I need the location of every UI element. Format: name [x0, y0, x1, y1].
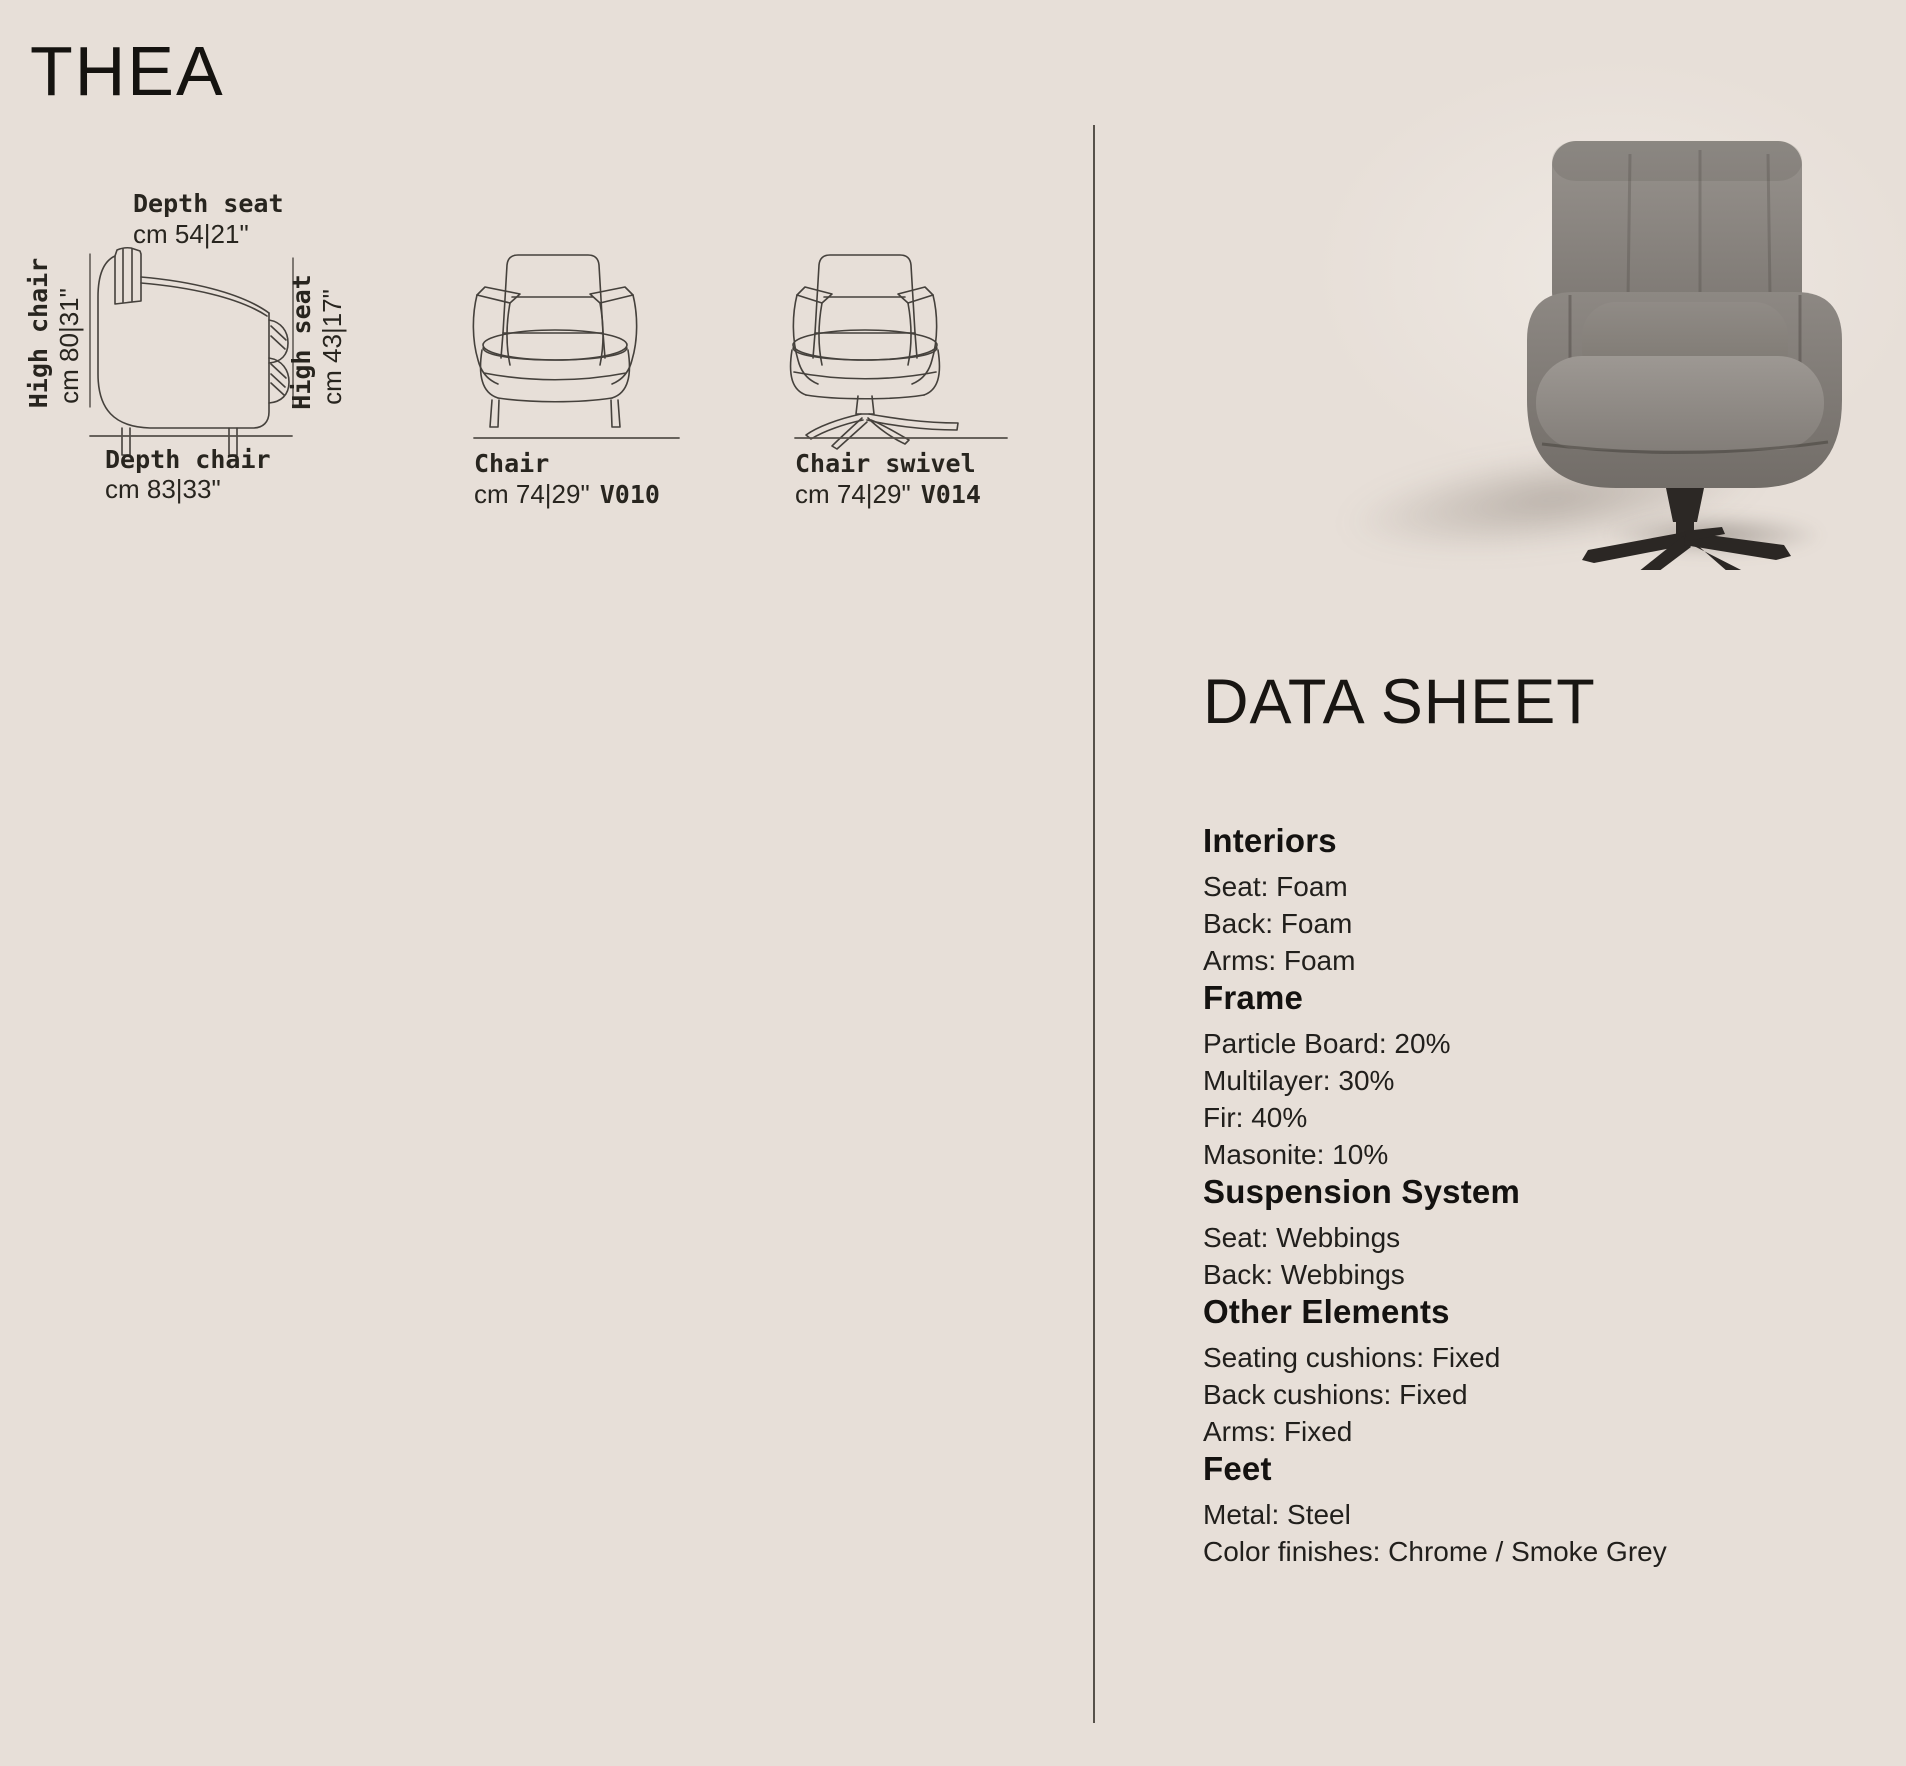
spec-section: [1203, 1450, 1803, 1570]
chair-star-base: [1582, 527, 1791, 570]
side-chair-outline: [98, 248, 289, 455]
spec-line: Seat: Webbings: [1203, 1221, 1401, 1253]
spec-line: Seating cushions: Fixed: [1203, 1341, 1501, 1373]
chair-dimension: [474, 479, 660, 509]
product-photo: [1470, 90, 1890, 570]
spec-line: Metal: Steel: [1203, 1498, 1351, 1530]
datasheet-sections: [1203, 822, 1803, 1570]
depth-seat-label: Depth seat: [133, 189, 284, 218]
spec-section-title: Interiors: [1203, 822, 1337, 859]
high-seat-value: cm 43|17": [317, 289, 347, 405]
spec-line: Arms: Fixed: [1203, 1415, 1353, 1447]
spec-section: [1203, 1293, 1803, 1450]
chair-swivel-drawing: [791, 255, 1007, 509]
spec-section-title: Suspension System: [1203, 1172, 1520, 1210]
spec-line: Back cushions: Fixed: [1203, 1378, 1468, 1410]
spec-line: Color finishes: Chrome / Smoke Grey: [1203, 1535, 1667, 1567]
spec-section: [1203, 979, 1803, 1173]
high-chair-label: High chair: [24, 257, 53, 409]
high-chair-value: cm 80|31": [54, 288, 84, 404]
depth-chair-label: Depth chair: [105, 445, 271, 474]
spec-line: Fir: 40%: [1203, 1101, 1308, 1133]
spec-section-title: Frame: [1203, 978, 1304, 1016]
spec-line: Masonite: 10%: [1203, 1138, 1389, 1170]
spec-line: Back: Webbings: [1203, 1258, 1405, 1290]
spec-section: [1203, 1173, 1803, 1293]
high-seat-label: High seat: [287, 274, 316, 410]
chair-swivel-label: Chair swivel: [795, 449, 976, 478]
photo-chair: [1527, 141, 1842, 570]
spec-section-title: Feet: [1203, 1449, 1272, 1487]
side-view-drawing: [24, 189, 347, 504]
chair-label: Chair: [474, 449, 550, 478]
spec-line: Seat: Foam: [1203, 870, 1348, 902]
datasheet-heading: DATA SHEET: [1203, 667, 1596, 737]
technical-drawings: [20, 150, 1060, 530]
chair-swivel-code: V014: [920, 480, 981, 509]
chair-front-drawing: [473, 255, 679, 509]
chair-headrest-fold: [1552, 141, 1802, 181]
spec-section-title: Other Elements: [1203, 1292, 1450, 1330]
chair-code: V010: [599, 480, 660, 509]
chair-value: cm 74|29": [474, 479, 590, 509]
chair-seat-cushion: [1536, 356, 1824, 450]
chair-swivel-dimension: [795, 479, 981, 509]
spec-line: Multilayer: 30%: [1203, 1064, 1395, 1096]
depth-chair-value: cm 83|33": [105, 474, 221, 504]
spec-line: Particle Board: 20%: [1203, 1027, 1451, 1059]
depth-seat-value: cm 54|21": [133, 219, 249, 249]
spec-section: [1203, 822, 1803, 979]
vertical-divider: [1093, 125, 1095, 1723]
spec-line: Arms: Foam: [1203, 944, 1356, 976]
page-title: THEA: [30, 32, 225, 110]
spec-line: Back: Foam: [1203, 907, 1353, 939]
chair-swivel-value: cm 74|29": [795, 479, 911, 509]
